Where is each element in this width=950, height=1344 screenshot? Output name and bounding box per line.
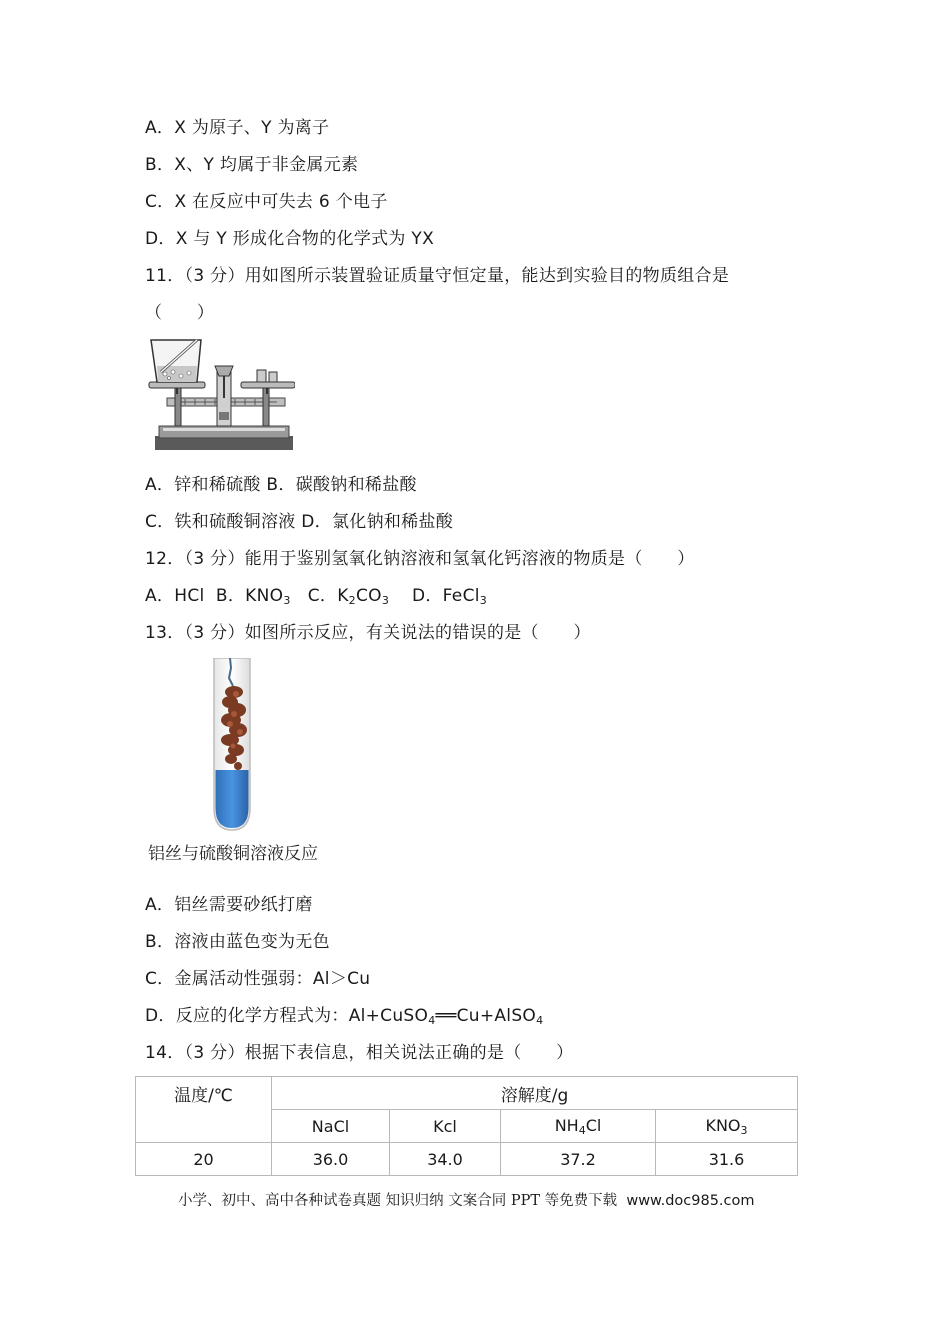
col-nh4cl: $NH_4Cl$	[501, 1110, 656, 1143]
page-footer: 小学、初中、高中各种试卷真题 知识归纳 文案合同 PPT 等免费下载 www.doc985.com	[178, 1193, 755, 1209]
figure-caption: 铝丝与硫酸铜溶液反应	[148, 844, 318, 864]
solubility-table	[135, 1076, 798, 1176]
solubility-header: 溶解度/g	[272, 1077, 798, 1110]
q13-option-b: B．溶液由蓝色变为无色	[145, 932, 330, 952]
q13-option-d: D．反应的化学方程式为：Al+CuSO$_4$══Cu+AlSO$_4$	[145, 1006, 544, 1027]
footer-url[interactable]: www.doc985.com	[626, 1193, 755, 1209]
q11-options-cd: C．铁和硫酸铜溶液 D．氯化钠和稀盐酸	[145, 512, 454, 532]
temp-header: 温度/℃	[136, 1077, 272, 1143]
col-kcl: Kcl	[390, 1110, 501, 1143]
q13-option-a: A．铝丝需要砂纸打磨	[145, 895, 313, 915]
balance-scale-figure	[145, 336, 295, 456]
q11-options-ab: A．锌和稀硫酸 B．碳酸钠和稀盐酸	[145, 475, 417, 495]
q10-option-c: C．X 在反应中可失去 6 个电子	[145, 192, 388, 212]
q11-answer-paren: （ ）	[145, 303, 215, 323]
q12-options: A．HCl B．$KNO_3$ C．$K_2CO_3$ D．FeCl$_3$	[145, 586, 488, 607]
test-tube-figure	[200, 658, 270, 833]
val-nacl: 36.0	[272, 1143, 390, 1176]
col-kno3: $KNO_3$	[656, 1110, 798, 1143]
q10-option-d: D．X 与 Y 形成化合物的化学式为 YX	[145, 229, 435, 249]
val-nh4cl: 37.2	[501, 1143, 656, 1176]
q12-stem: 12．（3 分）能用于鉴别氢氧化钠溶液和氢氧化钙溶液的物质是（ ）	[145, 549, 695, 569]
q13-stem: 13．（3 分）如图所示反应，有关说法的错误的是（ ）	[145, 623, 591, 643]
q10-option-a: A．X 为原子、Y 为离子	[145, 118, 330, 138]
val-kcl: 34.0	[390, 1143, 501, 1176]
q11-stem: 11．（3 分）用如图所示装置验证质量守恒定量，能达到实验目的物质组合是	[145, 266, 730, 286]
col-nacl: NaCl	[272, 1110, 390, 1143]
val-kno3: 31.6	[656, 1143, 798, 1176]
q14-stem: 14．（3 分）根据下表信息，相关说法正确的是（ ）	[145, 1043, 574, 1063]
q10-option-b: B．X、Y 均属于非金属元素	[145, 155, 359, 175]
row-temp: 20	[136, 1143, 272, 1176]
q13-option-c: C．金属活动性强弱：Al＞Cu	[145, 969, 371, 989]
